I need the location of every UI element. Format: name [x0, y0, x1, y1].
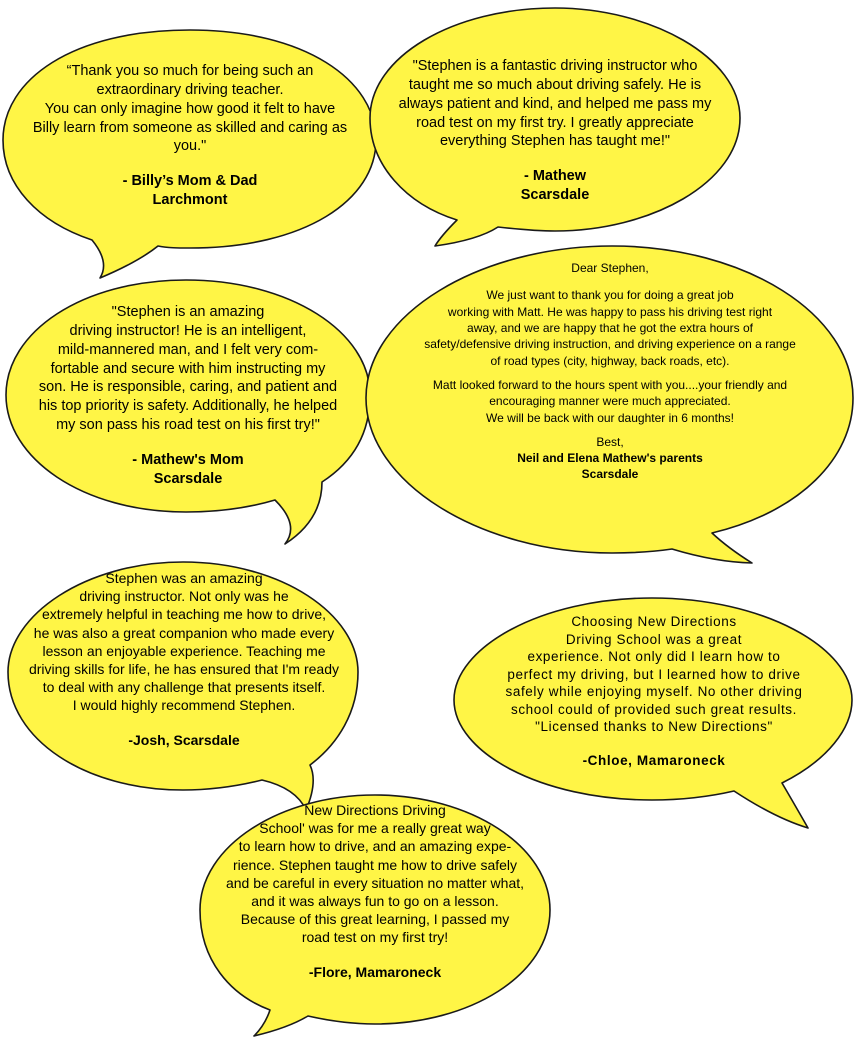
testimonial-1-line: extraordinary driving teacher.	[96, 81, 284, 98]
testimonial-4-greeting: Dear Stephen,	[571, 261, 649, 275]
testimonial-6-line: perfect my driving, but I learned how to drive	[507, 666, 801, 682]
testimonial-6-author: -Chloe, Mamaroneck	[582, 752, 726, 768]
testimonial-7-line: to learn how to drive, and an amazing expe-	[238, 838, 512, 855]
testimonial-7-line: School' was for me a really great way	[259, 820, 491, 837]
testimonial-5-line: I would highly recommend Stephen.	[72, 697, 296, 714]
testimonial-3-line: my son pass his road test on his first try!"	[56, 417, 320, 434]
testimonial-4-line: working with Matt. He was happy to pass his driving test right	[447, 304, 773, 319]
testimonial-4-closing: Best,	[596, 434, 624, 449]
testimonial-4-line: away, and we are happy that he got the extra hours of	[467, 320, 753, 335]
testimonial-1-author: - Billy’s Mom & Dad Larchmont	[122, 173, 258, 209]
testimonial-1-line: Billy learn from someone as skilled and caring as	[32, 119, 348, 136]
testimonial-7-line: rience. Stephen taught me how to drive safely	[232, 856, 518, 873]
testimonial-5-line: to deal with any challenge that presents itself.	[42, 679, 326, 696]
testimonial-7	[205, 801, 545, 981]
testimonial-5-line: he was also a great companion who made every	[33, 624, 335, 641]
testimonial-2-line: always patient and kind, and helped me pass my	[398, 95, 712, 112]
testimonial-6-line: experience. Not only did I learn how to	[527, 649, 781, 665]
testimonial-7-line: road test on my first try!	[301, 929, 449, 946]
testimonial-2-line: everything Stephen has taught me!"	[439, 133, 671, 150]
testimonial-6-line: school could of provided such great results.	[510, 701, 798, 717]
testimonial-6-line: "Licensed thanks to New Directions"	[535, 719, 773, 735]
testimonial-5-line: driving instructor. Not only was he	[79, 588, 289, 605]
testimonial-4-line: of road types (city, highway, back roads, etc).	[490, 353, 730, 368]
testimonial-4-line: We just want to thank you for doing a great job	[486, 288, 734, 303]
testimonial-5-line: lesson an enjoyable experience. Teaching me	[42, 642, 326, 659]
testimonial-3	[10, 303, 366, 489]
testimonial-2-line: "Stephen is a fantastic driving instructor who	[412, 58, 698, 74]
testimonial-4-line: Matt looked forward to the hours spent with you....your friendly and	[432, 377, 788, 392]
testimonial-6-line: Choosing New Directions	[571, 614, 737, 629]
testimonial-4	[372, 260, 848, 483]
testimonial-1-line: You can only imagine how good it felt to have	[44, 100, 336, 117]
testimonial-7-line: and it was always fun to go on a lesson.	[251, 892, 499, 909]
testimonial-5-author: -Josh, Scarsdale	[128, 731, 240, 748]
testimonial-2-author: - Mathew Scarsdale	[520, 168, 590, 204]
testimonial-3-line: driving instructor! He is an intelligent,	[69, 322, 307, 339]
testimonial-6-line: safely while enjoying myself. No other driving	[505, 684, 803, 700]
testimonial-3-line: mild-mannered man, and I felt very com-	[57, 341, 319, 358]
testimonial-2-line: taught me so much about driving safely. He is	[408, 76, 702, 93]
testimonial-3-line: "Stephen is an amazing	[111, 304, 265, 320]
testimonial-5-line: extremely helpful in teaching me how to drive,	[41, 606, 327, 623]
testimonial-2-line: road test on my first try. I greatly appreciate	[416, 114, 694, 131]
testimonial-7-line: New Directions Driving	[304, 802, 446, 818]
testimonial-3-line: his top priority is safety. Additionally, he helped	[38, 398, 338, 415]
testimonial-4-line: safety/defensive driving instruction, and driving experience on a range	[424, 337, 796, 352]
testimonial-6-line: Driving School was a great	[565, 631, 743, 647]
testimonial-1-line: “Thank you so much for being such an	[66, 63, 314, 79]
testimonial-7-line: Because of this great learning, I passed my	[240, 911, 510, 928]
testimonial-7-line: and be careful in every situation no matter what,	[225, 874, 525, 891]
testimonial-4-line: We will be back with our daughter in 6 months!	[486, 410, 734, 425]
testimonial-4-line: encouraging manner were much appreciated.	[489, 394, 731, 409]
testimonial-2	[375, 57, 735, 205]
testimonial-1-line: you."	[173, 138, 207, 155]
testimonial-3-line: fortable and secure with him instructing my	[50, 360, 326, 377]
testimonial-1	[10, 62, 370, 210]
testimonial-3-line: son. He is responsible, caring, and patient and	[38, 379, 338, 396]
testimonial-3-author: - Mathew's Mom Scarsdale	[132, 451, 244, 487]
testimonial-5	[16, 569, 352, 749]
testimonial-6	[456, 613, 852, 769]
testimonial-5-line: driving skills for life, he has ensured that I'm ready	[28, 660, 340, 677]
testimonial-5-line: Stephen was an amazing	[105, 570, 263, 586]
testimonial-4-author: Neil and Elena Mathew's parents Scarsdale	[517, 451, 703, 482]
testimonial-7-author: -Flore, Mamaroneck	[308, 963, 442, 980]
